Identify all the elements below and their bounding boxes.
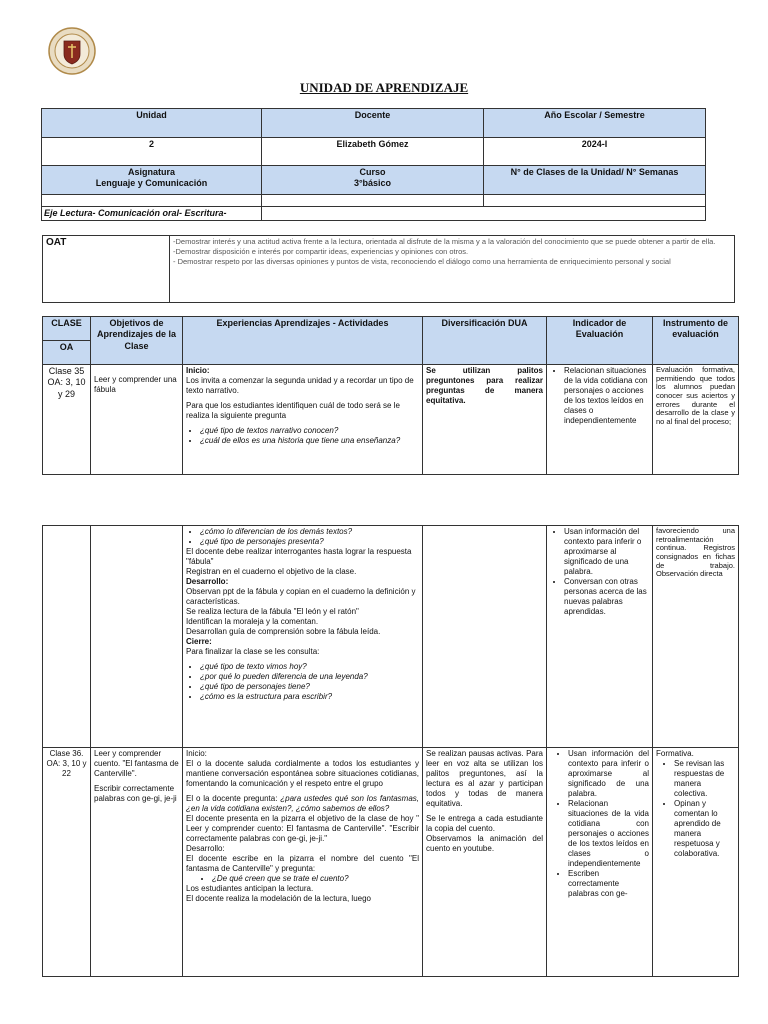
oat-line: - Demostrar respeto por las diversas opiniones y puntos de vista, reconociendo el diálogo como una herramienta de enriquecimiento personal y social — [173, 257, 671, 267]
activity-text: Registran en el cuaderno el objetivo de la clase. — [186, 567, 357, 576]
page-title: UNIDAD DE APRENDIZAJE — [299, 80, 469, 95]
inicio-label: Inicio: — [186, 749, 207, 758]
header-instrumento: Instrumento de evaluación — [653, 317, 739, 365]
activity-text: Para finalizar la clase se les consulta: — [186, 647, 320, 656]
dua-text: Observamos la animación del cuento en youtube. — [426, 834, 543, 853]
header-asignatura — [42, 166, 262, 195]
question-item: • ¿qué tipo de textos narrativo conocen? — [200, 426, 419, 436]
header-clase: CLASE — [43, 317, 91, 341]
activity-text: El docente realiza la modelación de la lectura, luego — [186, 894, 372, 903]
eje-label: Eje Lectura- Comunicación oral- Escritura- — [42, 207, 262, 221]
indicador-cell — [547, 748, 653, 977]
inicio-label: Inicio: — [186, 366, 210, 375]
curso-value: 3°básico — [353, 178, 392, 189]
clase-oa-value: OA: 3, 10 y 29 — [47, 377, 86, 399]
activity-text: Los estudiantes anticipan la lectura. — [186, 884, 314, 893]
asignatura-value: Lenguaje y Comunicación — [95, 178, 208, 189]
value-docente: Elizabeth Gómez — [262, 138, 484, 166]
dua-cell: Se utilizan palitos preguntones para realizar preguntas de manera equitativa. — [423, 365, 547, 475]
header-numero-clases: N° de Clases de la Unidad/ N° Semanas — [484, 166, 706, 195]
dua-cell — [423, 526, 547, 748]
instrument-item: • Opinan y comentan lo aprendido de manera respetuosa y colaborativa. — [674, 799, 735, 859]
activity-text: El docente presenta en la pizarra el objetivo de la clase de hoy " Leer y comprender cuento: El fantasma de Canterville". "Escribir correctamente palabras con ge-gi, je-ji." — [186, 814, 419, 843]
question-item: • ¿cómo lo diferencian de los demás textos? — [200, 527, 419, 537]
activity-text: El o la docente saluda cordialmente a todos los estudiantes y mantiene conversación espontánea sobre situaciones cotidianas, fomentando la comunicación y el respeto entre el grupo — [186, 759, 419, 788]
activity-text: El docente debe realizar interrogantes hasta lograr la respuesta "fábula" — [186, 547, 412, 566]
value-anio-escolar: 2024-I — [484, 138, 706, 166]
dua-cell — [423, 748, 547, 977]
header-indicador: Indicador de Evaluación — [547, 317, 653, 365]
instrumento-cell — [653, 748, 739, 977]
curso-label: Curso — [359, 167, 386, 177]
empty-cell — [262, 195, 484, 207]
indicator-item: • Usan información del contexto para inferir o aproximarse al significado de una palabra. — [564, 527, 649, 577]
value-unidad: 2 — [42, 138, 262, 166]
indicator-item: • Conversan con otras personas acerca de las nuevas palabras aprendidas. — [564, 577, 649, 617]
header-diversificacion: Diversificación DUA — [423, 317, 547, 365]
objetivo-cell — [91, 748, 183, 977]
question-item: • ¿De qué creen que se trate el cuento? — [212, 874, 419, 884]
oat-line: -Demostrar interés y una actitud activa frente a la lectura, orientada al disfrute de la misma y a la valoración del conocimiento que se puede obtener a partir de ella. — [173, 237, 716, 246]
dua-text: Se realizan pausas activas. Para leer en voz alta se utilizan los palitos preguntones, así la lectura es al azar y participan todos y todas de manera equitativa. — [426, 749, 543, 808]
clase-cell — [43, 365, 91, 475]
question-item: • ¿qué tipo de personajes tiene? — [200, 682, 419, 692]
activity-text: El docente escribe en la pizarra el nombre del cuento "El fantasma de Canterville" y pregunta: — [186, 854, 419, 873]
activity-text: El o la docente pregunta: ¿para ustedes qué son los fantasmas, ¿en la vida cotidiana existen?, ¿cómo sabemos de ellos? — [186, 794, 419, 813]
activity-text: Para que los estudiantes identifiquen cuál de todo será se le realiza la siguiente pregunta — [186, 401, 400, 420]
activity-text: Identifican la moraleja y la comentan. — [186, 617, 319, 626]
desarrollo-label: Desarrollo: — [186, 844, 225, 853]
clase-cell: Clase 36. OA: 3, 10 y 22 — [43, 748, 91, 977]
empty-cell — [262, 207, 706, 221]
header-docente: Docente — [262, 109, 484, 138]
indicator-item: • Escriben correctamente palabras con ge- — [568, 869, 649, 899]
asignatura-label: Asignatura — [127, 167, 175, 177]
header-experiencias: Experiencias Aprendizajes - Actividades — [183, 317, 423, 365]
header-unidad: Unidad — [42, 109, 262, 138]
oat-label: OAT — [43, 236, 170, 303]
experiencias-cell — [183, 365, 423, 475]
activity-text: Los invita a comenzar la segunda unidad y a recordar un tipo de texto narrativo. — [186, 376, 414, 395]
dua-text: Se le entrega a cada estudiante la copia del cuento. — [426, 814, 543, 833]
question-item: • ¿cómo es la estructura para escribir? — [200, 692, 419, 702]
indicator-item: • Usan información del contexto para inferir o aproximarse al significado de una palabra. — [568, 749, 649, 799]
header-curso — [262, 166, 484, 195]
instrument-item: • Se revisan las respuestas de manera colectiva. — [674, 759, 735, 799]
oat-line: -Demostrar disposición e interés por compartir ideas, experiencias y opiniones con otros. — [173, 247, 469, 257]
plan-table-page-1 — [42, 316, 739, 475]
header-anio-escolar: Año Escolar / Semestre — [484, 109, 706, 138]
header-oa: OA — [43, 341, 91, 365]
clase-cell — [43, 526, 91, 748]
activity-text: Desarrollan guía de comprensión sobre la fábula leída. — [186, 627, 381, 636]
objective-text: Leer y comprender cuento. "El fantasma de Canterville". — [94, 749, 179, 778]
cierre-label: Cierre: — [186, 637, 212, 646]
indicator-item: • Relacionan situaciones de la vida cotidiana con personajes o acciones de los textos leídos en clases o independientemente — [568, 799, 649, 869]
instrumento-cell: Evaluación formativa, permitiendo que todos los alumnos puedan conocer sus aciertos y errores durante el desarrollo de la clase y no al final del proceso; — [653, 365, 739, 475]
objetivo-cell: Leer y comprender una fábula — [91, 365, 183, 475]
unit-info-table — [41, 108, 706, 221]
header-objetivos: Objetivos de Aprendizajes de la Clase — [91, 317, 183, 365]
objetivo-cell — [91, 526, 183, 748]
question-item: • ¿por qué lo pueden diferencia de una leyenda? — [200, 672, 419, 682]
oat-content — [170, 236, 735, 303]
question-item: • ¿qué tipo de personajes presenta? — [200, 537, 419, 547]
oat-table — [42, 235, 735, 303]
school-crest-logo — [48, 27, 96, 75]
indicador-cell — [547, 526, 653, 748]
desarrollo-label: Desarrollo: — [186, 577, 229, 586]
experiencias-cell — [183, 526, 423, 748]
empty-cell — [484, 195, 706, 207]
experiencias-cell — [183, 748, 423, 977]
question-item: • ¿cuál de ellos es una historia que tiene una enseñanza? — [200, 436, 419, 446]
plan-table-page-2 — [42, 525, 739, 977]
empty-cell — [42, 195, 262, 207]
question-item: • ¿qué tipo de texto vimos hoy? — [200, 662, 419, 672]
clase-oa-value: Clase 35 — [48, 366, 85, 376]
activity-text: Observan ppt de la fábula y copian en el cuaderno la definición y características. — [186, 587, 416, 606]
objective-text: Escribir correctamente palabras con ge-gi, je-ji — [94, 784, 177, 803]
instrumento-cell: favoreciendo una retroalimentación continua. Registros consignados en fichas de trabajo. Observación directa — [653, 526, 739, 748]
activity-text: Se realiza lectura de la fábula "El león y el ratón" — [186, 607, 359, 616]
indicator-item: • Relacionan situaciones de la vida cotidiana con personajes o acciones de los textos leídos en clases o independientemente — [564, 366, 649, 426]
indicador-cell — [547, 365, 653, 475]
instrument-text: Formativa. — [656, 749, 694, 758]
